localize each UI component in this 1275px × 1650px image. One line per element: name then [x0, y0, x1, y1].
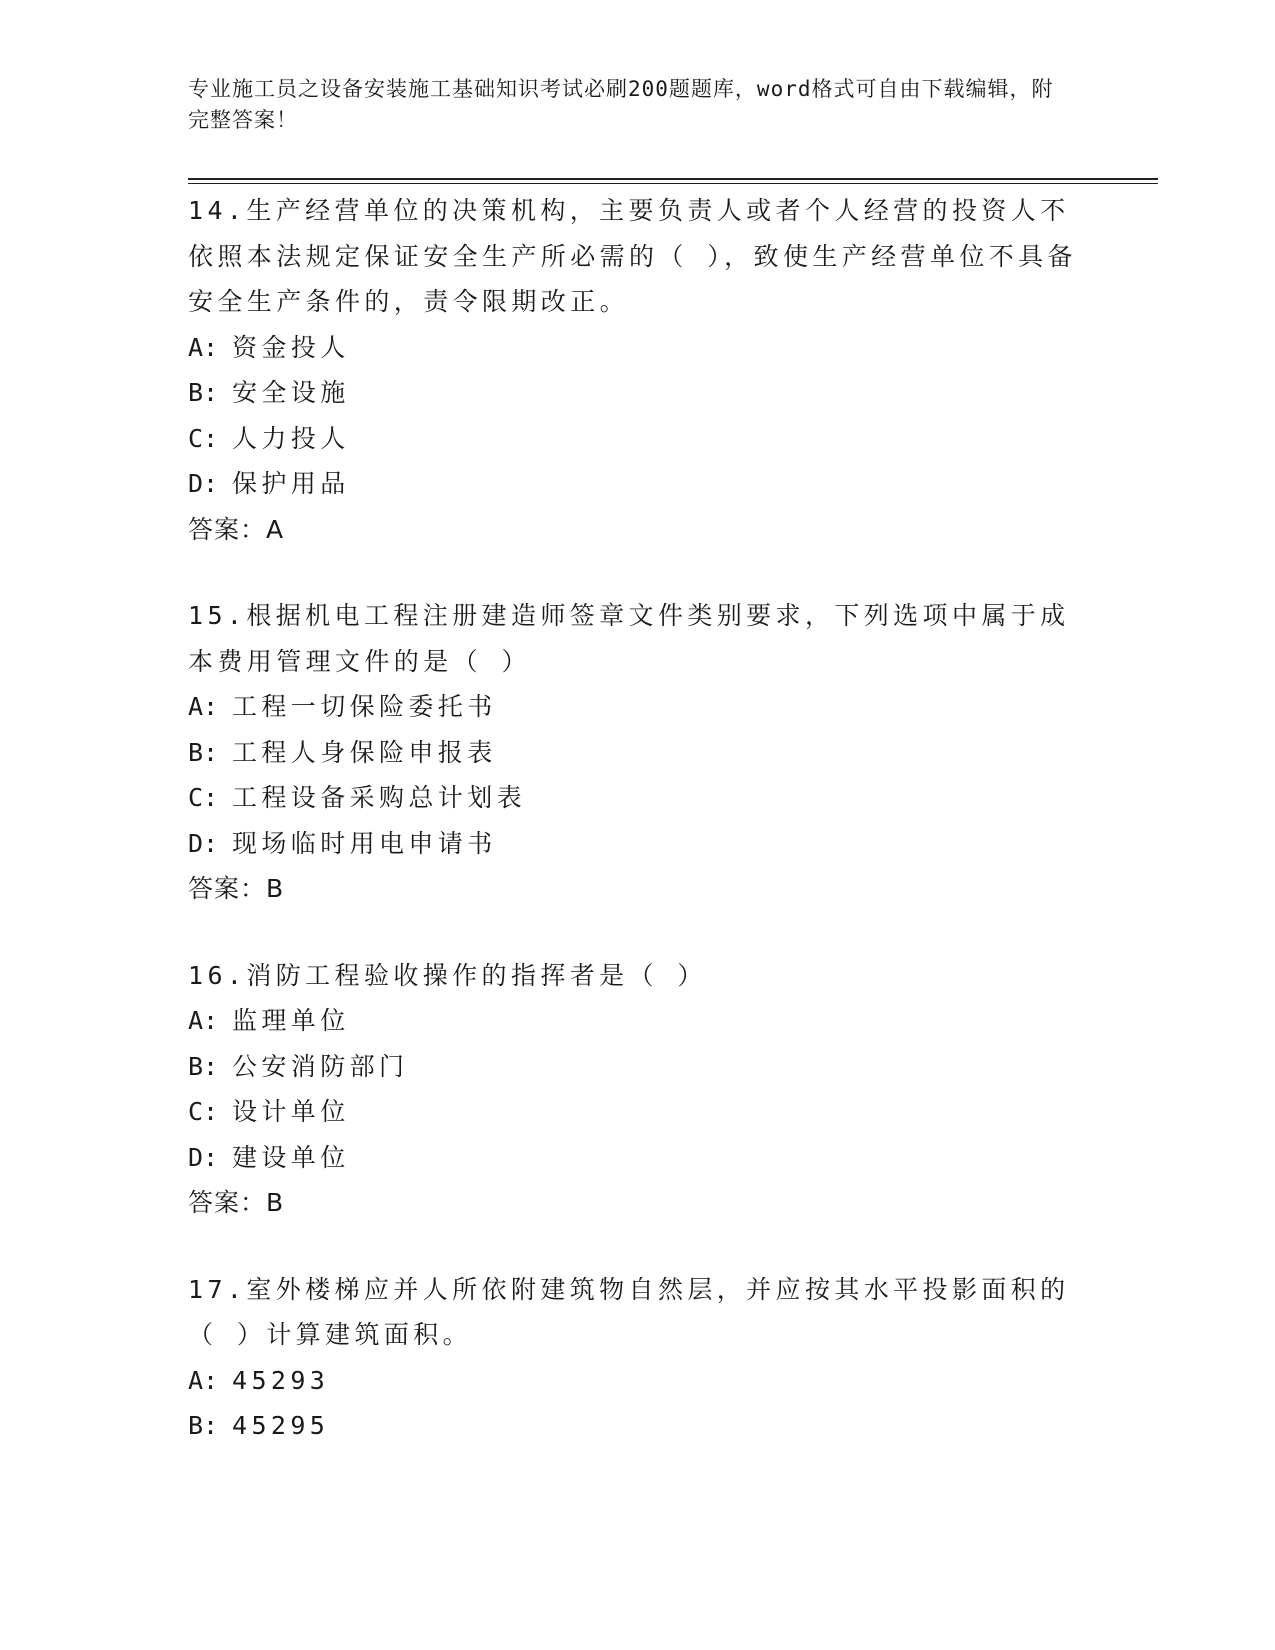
option-b: [188, 370, 1088, 416]
option-c: [188, 416, 1088, 462]
option-text: 45295: [232, 1411, 330, 1440]
option-letter: D:: [188, 828, 219, 858]
option-a: [188, 998, 1088, 1044]
option-text: 公安消防部门: [232, 1051, 409, 1081]
document-header: [188, 74, 1068, 136]
option-letter: B:: [188, 1411, 219, 1440]
option-text: 安全设施: [232, 378, 350, 407]
option-b: [188, 1044, 1088, 1090]
option-letter: B:: [188, 1051, 219, 1081]
option-a: [188, 684, 1088, 730]
answer-line: 答案：B: [188, 874, 285, 903]
option-letter: A:: [188, 692, 219, 721]
option-letter: C:: [188, 1097, 219, 1126]
option-text: 工程人身保险申报表: [232, 737, 497, 767]
option-letter: D:: [188, 469, 219, 498]
option-letter: A:: [188, 332, 219, 362]
option-a: [188, 325, 1088, 371]
option-text: 监理单位: [232, 1006, 350, 1035]
option-letter: B:: [188, 378, 219, 407]
option-letter: B:: [188, 737, 219, 767]
option-text: 工程设备采购总计划表: [232, 783, 527, 812]
answer-line: 答案：B: [188, 1188, 285, 1217]
option-b: [188, 730, 1088, 776]
option-letter: C:: [188, 423, 219, 453]
option-text: 资金投人: [232, 332, 350, 362]
question-15: [188, 593, 1088, 912]
answer-line: 答案：A: [188, 514, 285, 544]
option-text: 保护用品: [232, 469, 350, 498]
option-d: [188, 1135, 1088, 1181]
question-text: 16.消防工程验收操作的指挥者是（ ）: [188, 960, 707, 990]
option-text: 工程一切保险委托书: [232, 692, 497, 721]
option-a: [188, 1358, 1088, 1404]
option-d: [188, 461, 1088, 507]
option-d: [188, 821, 1088, 867]
option-text: 45293: [232, 1365, 330, 1395]
option-text: 建设单位: [232, 1142, 350, 1172]
question-list: [188, 188, 1088, 1490]
option-text: 人力投人: [232, 423, 350, 453]
option-letter: C:: [188, 783, 219, 812]
question-text: 17.室外楼梯应并人所依附建筑物自然层，并应按其水平投影面积的（ ）计算建筑面积。: [188, 1274, 1070, 1349]
option-letter: D:: [188, 1142, 219, 1172]
question-16: [188, 953, 1088, 1226]
option-letter: A:: [188, 1365, 219, 1395]
question-14: [188, 188, 1088, 552]
question-text: 14.生产经营单位的决策机构，主要负责人或者个人经营的投资人不依照本法规定保证安全生产所必需的（ ），致使生产经营单位不具备安全生产条件的，责令限期改正。: [188, 196, 1077, 316]
option-text: 设计单位: [232, 1097, 350, 1126]
option-letter: A:: [188, 1006, 219, 1035]
header-rule-thick: [188, 178, 1158, 180]
option-c: [188, 775, 1088, 821]
question-17: [188, 1267, 1088, 1449]
option-b: [188, 1403, 1088, 1449]
header-rule-thin: [188, 183, 1158, 184]
option-c: [188, 1089, 1088, 1135]
question-text: 15.根据机电工程注册建造师签章文件类别要求，下列选项中属于成本费用管理文件的是（ ）: [188, 601, 1070, 676]
option-text: 现场临时用电申请书: [232, 828, 497, 858]
header-title: 专业施工员之设备安装施工基础知识考试必刷200题题库，word格式可自由下载编辑，附完整答案！: [188, 77, 1054, 132]
